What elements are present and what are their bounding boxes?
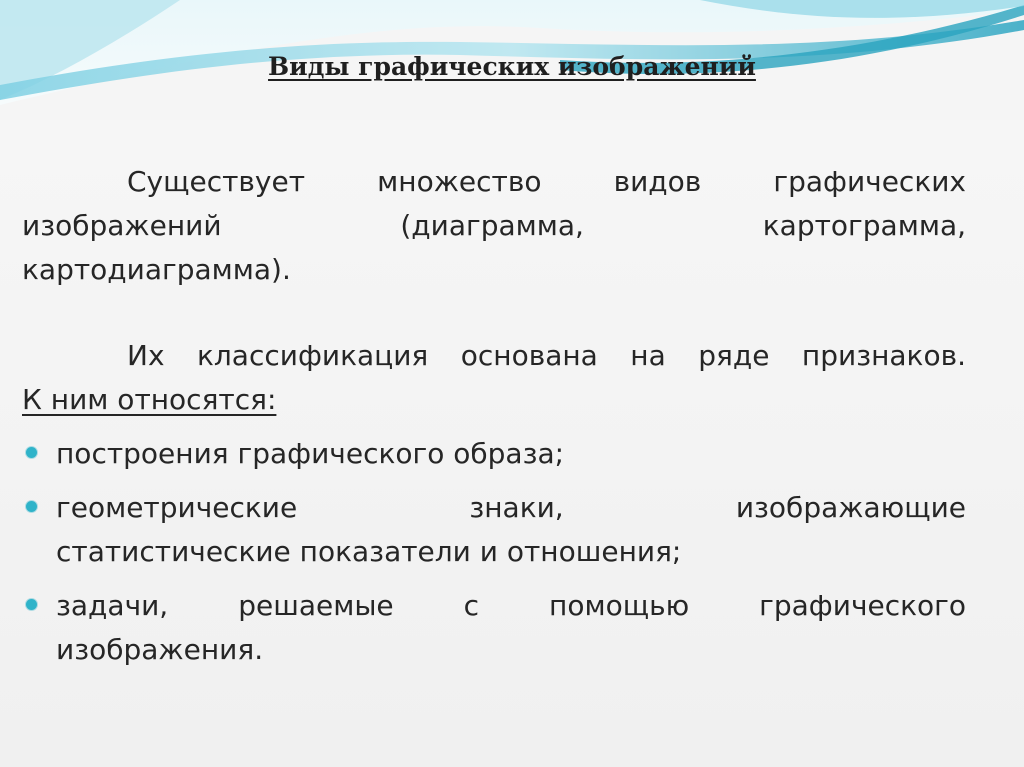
list-subheading: К ним относятся:	[22, 383, 277, 416]
paragraph-classification-line-1: Их классификация основана на ряде признаков.	[127, 339, 966, 372]
paragraph-types-line-1: Существует множество видов графических	[127, 165, 966, 198]
list-item-text-line-2: изображения.	[56, 633, 264, 666]
paragraph-types-line-2: изображений (диаграмма, картограмма,	[22, 209, 966, 242]
list-item-text-line-1: задачи, решаемые с помощью графического	[56, 589, 966, 622]
criteria-list	[22, 432, 966, 672]
list-item	[22, 584, 966, 672]
list-item-text: построения графического образа;	[56, 437, 565, 470]
bullet-dot-icon	[26, 447, 37, 458]
bullet-dot-icon	[26, 501, 37, 512]
list-item-text-line-1: геометрические знаки, изображающие	[56, 491, 966, 524]
list-item	[22, 486, 966, 574]
paragraph-types	[22, 160, 966, 292]
slide-title: Виды графических изображений	[268, 52, 756, 81]
paragraph-types-line-3: картодиаграмма).	[22, 253, 291, 286]
bullet-dot-icon	[26, 599, 37, 610]
list-item	[22, 432, 966, 476]
list-item-text-line-2: статистические показатели и отношения;	[56, 535, 682, 568]
slide-content	[22, 160, 966, 672]
paragraph-classification	[22, 334, 966, 378]
